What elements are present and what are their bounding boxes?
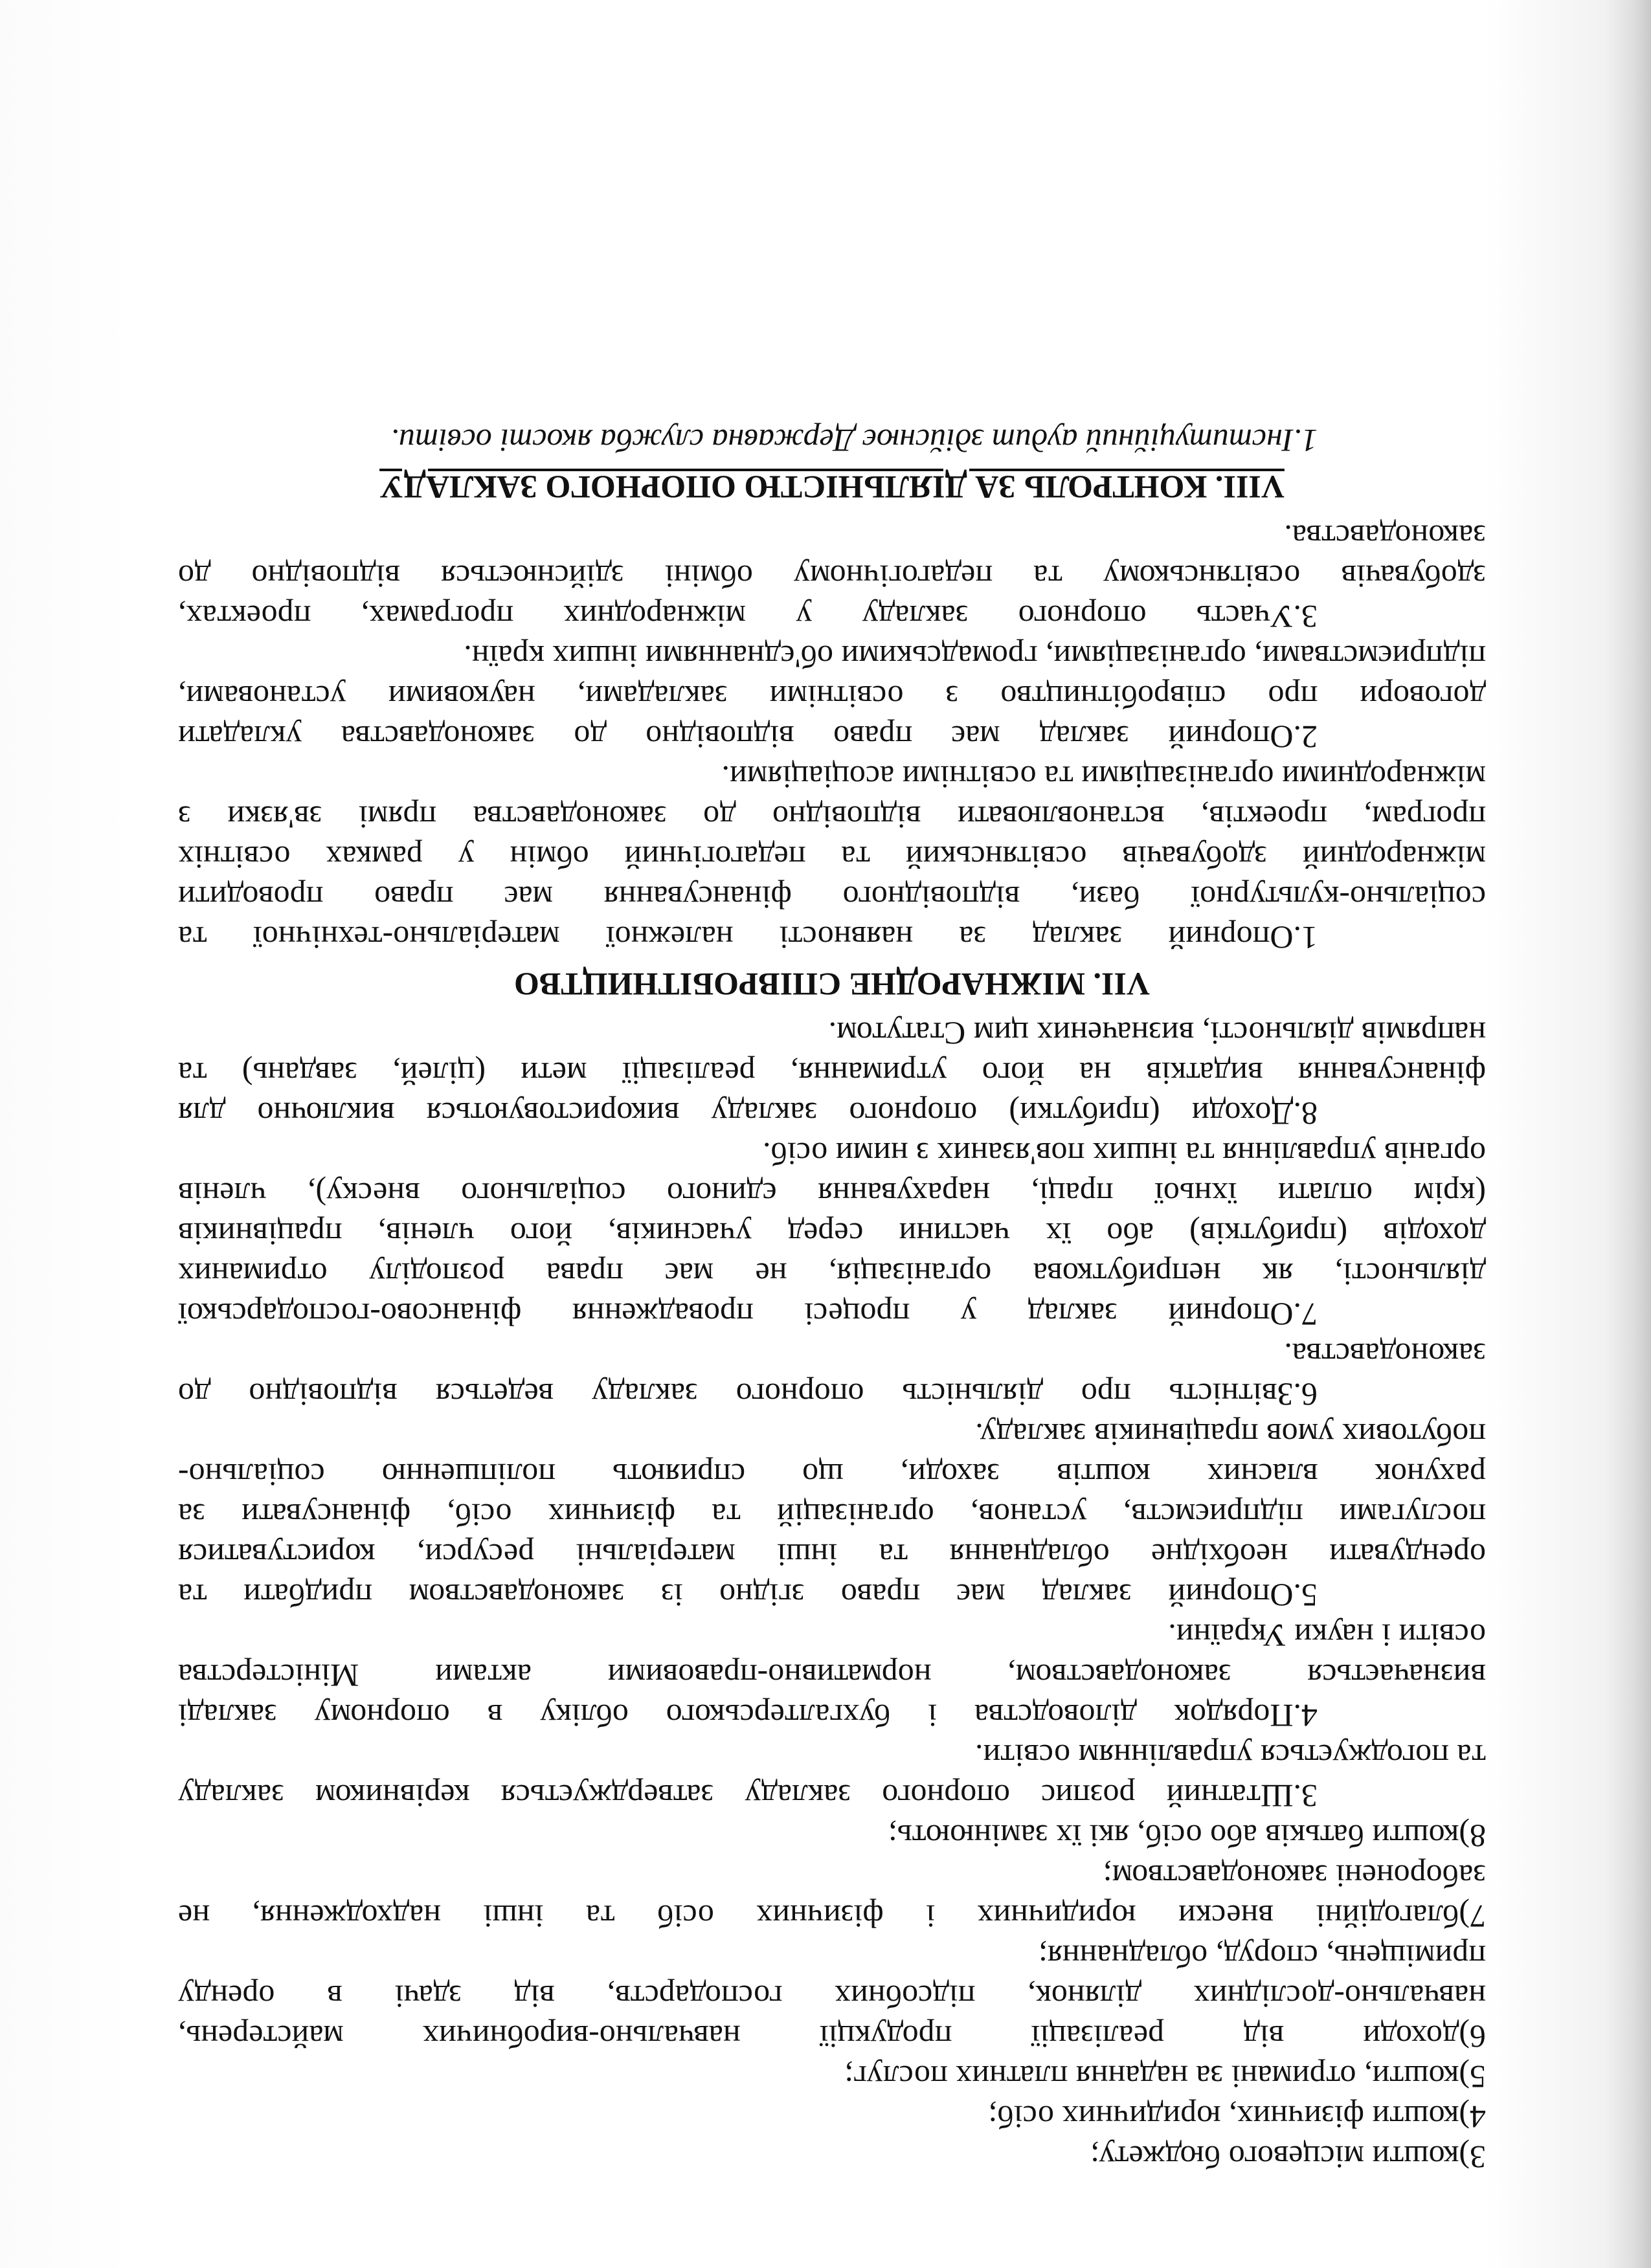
list-item-continuation: навчально-дослідних ділянок, підсобних господарств, від здачі в оренду [178, 1979, 1486, 2015]
paragraph-6-continuation: законодавства. [1284, 1337, 1486, 1373]
paragraph-7: 7.Опорний заклад у процесі провадження фінансово-господарської [178, 1296, 1318, 1333]
paragraph-8-continuation: напрямів діяльності, визначених цим Статутом. [828, 1016, 1486, 1052]
paragraph-7-continuation: доходів (прибутків) або їх частини серед учасників, його членів, працівників [178, 1216, 1486, 1252]
section7-paragraph-1-continuation: міжнародний здобувачів освітянський та педагогічний обмін у рамках освітніх [178, 839, 1486, 876]
document-body [178, 421, 1486, 2177]
section7-paragraph-3-continuation: здобувачів освітянському та педагогічному обміні здійснюється відповідно до [178, 559, 1486, 595]
paragraph-6: 6.Звітність про діяльність опорного закладу ведеться відповідно до [178, 1377, 1318, 1413]
paragraph-5-continuation: орендувати необхідне обладнання та інші матеріальні ресурси, користуватися [178, 1537, 1486, 1573]
list-item: 5)кошти, отримані за надання платних послуг; [844, 2059, 1486, 2095]
paragraph-3-continuation: та погоджується управлінням освіти. [975, 1738, 1486, 1774]
paragraph-4-continuation: освіти і науки України. [1168, 1618, 1486, 1654]
paragraph-4: 4.Порядок діловодства і бухгалтерського обліку в опорному закладі [178, 1698, 1318, 1734]
paragraph-5: 5.Опорний заклад має право згідно із законодавством придбати та [178, 1577, 1318, 1614]
list-item-continuation: заборонені законодавством; [1103, 1858, 1486, 1895]
paragraph-3: 3.Штатний розпис опорного закладу затверджується керівником закладу [178, 1778, 1318, 1814]
list-item-continuation: приміщень, споруд, обладнання; [1038, 1939, 1486, 1975]
list-item: 3)кошти місцевого бюджету; [1090, 2139, 1486, 2175]
list-item: 8)кошти батьків або осіб, які їх замінюють; [888, 1818, 1486, 1854]
section8-paragraph-1: 1.Інституційний аудит здійснює Державна служба якості освіти. [390, 423, 1318, 459]
section-heading-control: VIII. КОНТРОЛЬ ЗА ДІЯЛЬНІСТЮ ОПОРНОГО ЗАКЛАДУ [379, 469, 1285, 506]
paragraph-4-continuation: визначається законодавством, нормативно-правовими актами Міністерства [178, 1658, 1486, 1694]
section7-paragraph-3: 3.Участь опорного закладу у міжнародних програмах, проектах, [178, 599, 1318, 635]
list-item: 4)кошти фізичних, юридичних осіб; [988, 2099, 1486, 2135]
paragraph-5-continuation: побутових умов працівників закладу. [975, 1417, 1486, 1453]
section7-paragraph-2: 2.Опорний заклад має право відповідно до законодавства укладати [178, 719, 1318, 755]
section7-paragraph-1-continuation: міжнародними організаціями та освітніми асоціаціями. [721, 759, 1486, 795]
paragraph-8: 8.Доходи (прибутки) опорного закладу використовуються виключно для [178, 1096, 1318, 1132]
section7-paragraph-1-continuation: соціально-культурної бази, відповідного фінансування має право проводити [178, 880, 1486, 916]
section-heading-international-cooperation: VII. МІЖНАРОДНЕ СПІВРОБІТНИЦТВО [514, 966, 1150, 1003]
paragraph-5-continuation: послугами підприємств, установ, організацій та фізичних осіб, фінансувати за [178, 1497, 1486, 1533]
paragraph-7-continuation: діяльності, як неприбуткова організація, не має права розподілу отриманих [178, 1256, 1486, 1293]
paragraph-5-continuation: рахунок власних коштів заходи, що сприяють поліпшенню соціально- [178, 1457, 1486, 1493]
section7-paragraph-3-continuation: законодавства. [1284, 518, 1486, 555]
section7-paragraph-1: 1.Опорний заклад за наявності належної матеріально-технічної та [178, 920, 1318, 956]
section7-paragraph-1-continuation: програм, проектів, встановлювати відповідно до законодавства прямі зв'язки з [178, 799, 1486, 836]
section7-paragraph-2-continuation: договори про співробітництво з освітніми закладами, науковими установами, [178, 679, 1486, 715]
paragraph-7-continuation: (крім оплати їхньої праці, нарахування єдиного соціального внеску), членів [178, 1176, 1486, 1212]
paragraph-7-continuation: органів управління та інших пов'язаних з ними осіб. [762, 1136, 1486, 1172]
section7-paragraph-2-continuation: підприємствами, організаціями, громадськими об'єднаннями інших країн. [464, 639, 1486, 675]
list-item: 6)доходи від реалізації продукції навчально-виробничих майстерень, [178, 2019, 1486, 2055]
list-item: 7)благодійні внески юридичних і фізичних осіб та інші надходження, не [178, 1898, 1486, 1935]
paragraph-8-continuation: фінансування видатків на його утримання, реалізації мети (цілей, завдань) та [178, 1056, 1486, 1092]
